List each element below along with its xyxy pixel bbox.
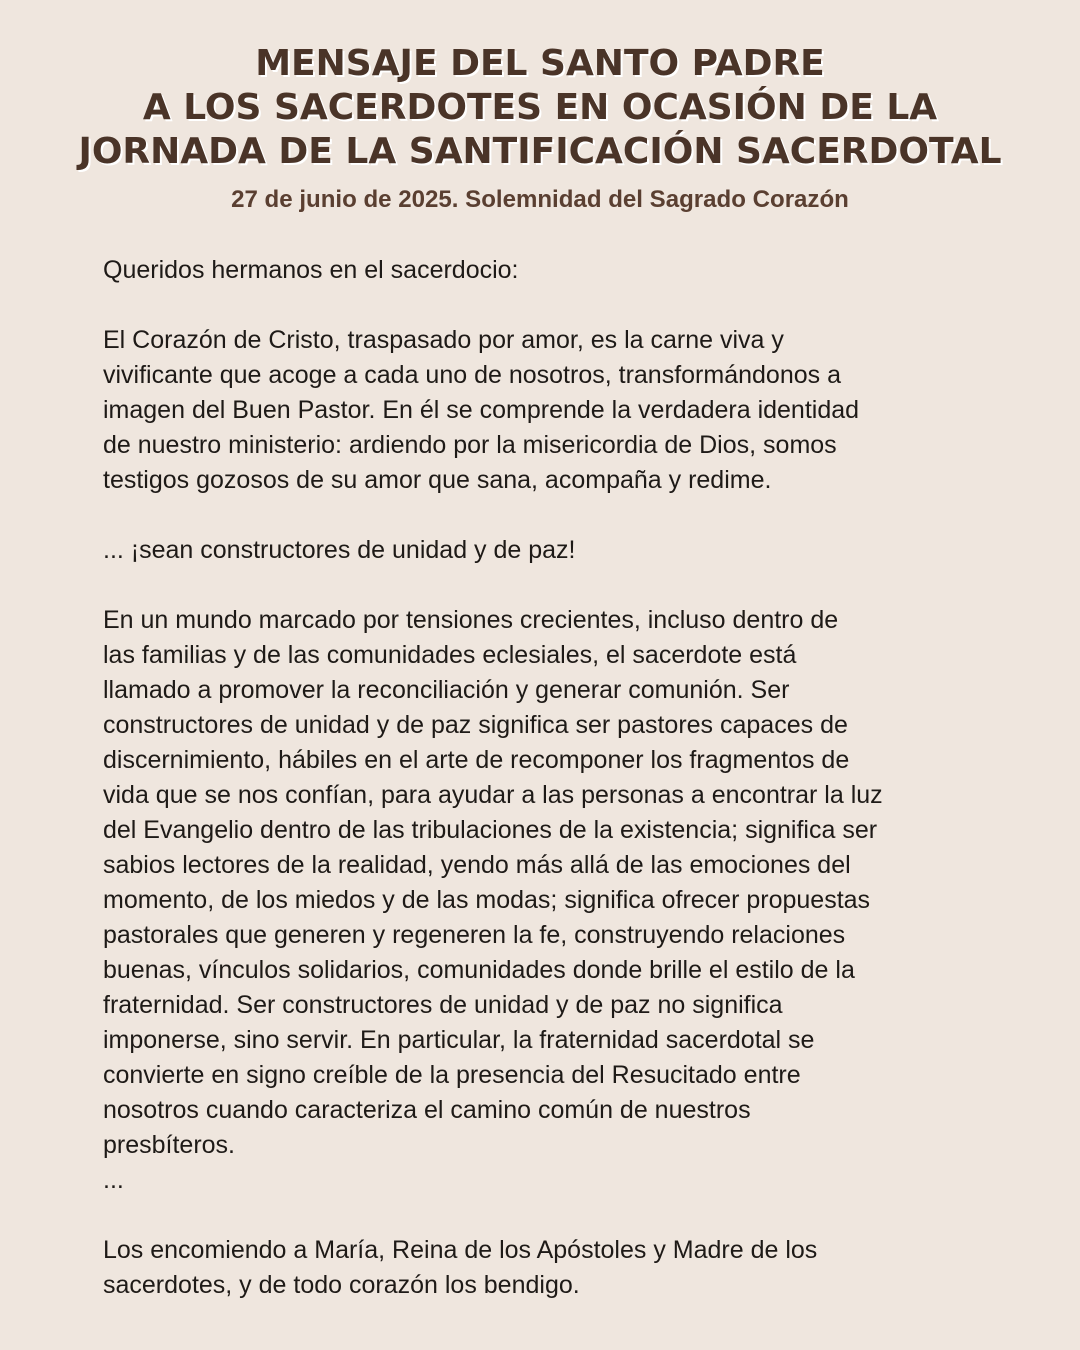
paragraph-line: fraternidad. Ser constructores de unidad y de paz no significa — [103, 991, 783, 1019]
paragraph-line: pastorales que generen y regeneren la fe, construyendo relaciones — [103, 921, 846, 949]
title-line-2: A LOS SACERDOTES EN OCASIÓN DE LA — [142, 87, 938, 128]
exhortation — [103, 533, 983, 568]
paragraph-line: testigos gozosos de su amor que sana, acompaña y redime. — [103, 466, 772, 494]
page-title — [0, 42, 1080, 174]
paragraph-line: buenas, vínculos solidarios, comunidades donde brille el estilo de la — [103, 956, 855, 984]
closing-blessing — [103, 1233, 983, 1303]
paragraph-line: En un mundo marcado por tensiones crecientes, incluso dentro de — [103, 606, 839, 634]
paragraph-line: presbíteros. — [103, 1131, 236, 1159]
closing-line: sacerdotes, y de todo corazón los bendigo. — [103, 1271, 580, 1299]
paragraph-line: nosotros cuando caracteriza el camino común de nuestros — [103, 1096, 751, 1124]
paragraph-line: El Corazón de Cristo, traspasado por amor, es la carne viva y — [103, 326, 784, 354]
paragraph-line: imagen del Buen Pastor. En él se comprende la verdadera identidad — [103, 396, 860, 424]
paragraph-line: del Evangelio dentro de las tribulaciones de la existencia; significa ser — [103, 816, 878, 844]
paragraph-line: momento, de los miedos y de las modas; significa ofrecer propuestas — [103, 886, 871, 914]
ellipsis-line: ... — [103, 1166, 124, 1194]
page-subtitle: 27 de junio de 2025. Solemnidad del Sagrado Corazón — [231, 186, 849, 213]
paragraph-line: vida que se nos confían, para ayudar a las personas a encontrar la luz — [103, 781, 883, 809]
paragraph-line: las familias y de las comunidades eclesiales, el sacerdote está — [103, 641, 797, 669]
paragraph-line: sabios lectores de la realidad, yendo más allá de las emociones del — [103, 851, 851, 879]
paragraph-line: imponerse, sino servir. En particular, la fraternidad sacerdotal se — [103, 1026, 815, 1054]
greeting-line: Queridos hermanos en el sacerdocio: — [103, 256, 519, 284]
paragraph-line: vivificante que acoge a cada uno de nosotros, transformándonos a — [103, 361, 841, 389]
closing-line: Los encomiendo a María, Reina de los Apóstoles y Madre de los — [103, 1236, 818, 1264]
paragraph-line: convierte en signo creíble de la presencia del Resucitado entre — [103, 1061, 801, 1089]
paragraph-line: discernimiento, hábiles en el arte de recomponer los fragmentos de — [103, 746, 850, 774]
paragraph-line: de nuestro ministerio: ardiendo por la misericordia de Dios, somos — [103, 431, 837, 459]
ellipsis — [103, 1163, 983, 1198]
paragraph-builders-of-unity — [103, 603, 983, 1163]
title-line-1: MENSAJE DEL SANTO PADRE — [255, 43, 825, 84]
paragraph-line: constructores de unidad y de paz significa ser pastores capaces de — [103, 711, 848, 739]
greeting — [103, 253, 983, 288]
paragraph-heart-of-christ — [103, 323, 983, 498]
title-line-3: JORNADA DE LA SANTIFICACIÓN SACERDOTAL — [78, 131, 1002, 172]
message-body — [103, 253, 983, 1303]
paragraph-line: llamado a promover la reconciliación y generar comunión. Ser — [103, 676, 790, 704]
exhortation-line: ... ¡sean constructores de unidad y de paz! — [103, 536, 576, 564]
